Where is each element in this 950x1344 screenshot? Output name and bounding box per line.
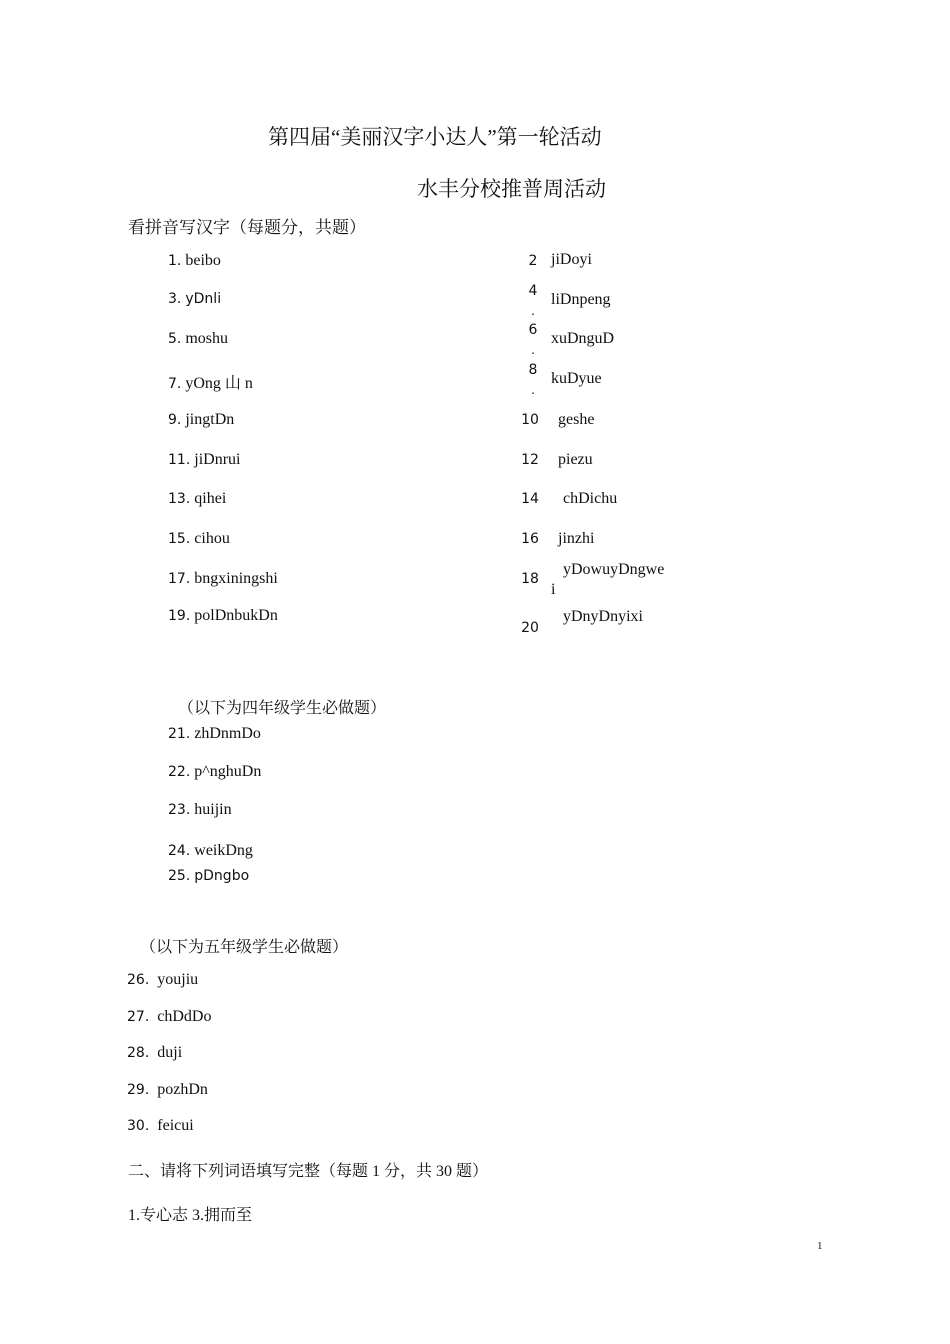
section-two-line: 1.专心志 3.拥而至 xyxy=(128,1207,253,1224)
grade5-note: （以下为五年级学生必做题） xyxy=(140,939,349,956)
list-item: 19. polDnbukDn xyxy=(168,607,278,624)
item-text: geshe xyxy=(558,411,595,428)
list-item: 27. chDdDo xyxy=(127,1008,212,1025)
item-text: yDowuyDngwe xyxy=(563,561,665,578)
item-text: xuDnguD xyxy=(551,330,615,347)
list-item: 26. youjiu xyxy=(127,971,199,988)
list-item: 7. yOng 山 n xyxy=(168,375,253,392)
item-number: 6 xyxy=(528,322,538,338)
list-item: 29. pozhDn xyxy=(127,1081,208,1098)
list-item: 1. beibo xyxy=(168,252,221,269)
list-item: 11. jiDnrui xyxy=(168,451,241,468)
item-dot: . xyxy=(531,383,535,397)
list-item: 13. qihei xyxy=(168,490,227,507)
list-item: 15. cihou xyxy=(168,530,230,547)
list-item: 3. yDnli xyxy=(168,291,222,307)
grade4-note: （以下为四年级学生必做题） xyxy=(178,700,387,717)
list-item: 30. feicui xyxy=(127,1117,194,1134)
item-text: jinzhi xyxy=(558,530,595,547)
list-item: 17. bngxiningshi xyxy=(168,570,278,587)
item-dot: . xyxy=(531,304,535,318)
item-number: 10 xyxy=(521,412,539,428)
item-number: 8 xyxy=(528,362,538,378)
item-number: 14 xyxy=(521,491,539,507)
section-one-heading: 看拼音写汉字（每题分，共题） xyxy=(128,218,366,237)
page-number: 1 xyxy=(817,1240,823,1252)
item-number: 4 xyxy=(528,283,538,299)
page-title: 第四届“美丽汉字小达人”第一轮活动 xyxy=(268,125,602,149)
item-text: jiDoyi xyxy=(551,251,592,268)
list-item: 25. pDngbo xyxy=(168,868,250,884)
item-number: 18 xyxy=(521,571,539,587)
item-dot: . xyxy=(531,343,535,357)
item-text: kuDyue xyxy=(551,370,602,387)
item-text-wrap: i xyxy=(551,581,556,598)
item-number: 16 xyxy=(521,531,539,547)
list-item: 28. duji xyxy=(127,1044,183,1061)
item-number: 12 xyxy=(521,452,539,468)
list-item: 21. zhDnmDo xyxy=(168,725,261,742)
list-item: 24. weikDng xyxy=(168,842,253,859)
item-number: 20 xyxy=(521,620,539,636)
item-text: liDnpeng xyxy=(551,291,611,308)
section-two-heading: 二、请将下列词语填写完整（每题 1 分，共 30 题） xyxy=(128,1163,489,1180)
item-text: yDnyDnyixi xyxy=(563,608,643,625)
item-text: chDichu xyxy=(563,490,618,507)
item-number: 2 xyxy=(528,253,538,269)
list-item: 22. p^nghuDn xyxy=(168,763,262,780)
list-item: 9. jingtDn xyxy=(168,411,235,428)
item-text: piezu xyxy=(558,451,593,468)
list-item: 5. moshu xyxy=(168,330,229,347)
list-item: 23. huijin xyxy=(168,801,232,818)
page-subtitle: 水丰分校推普周活动 xyxy=(417,177,606,201)
